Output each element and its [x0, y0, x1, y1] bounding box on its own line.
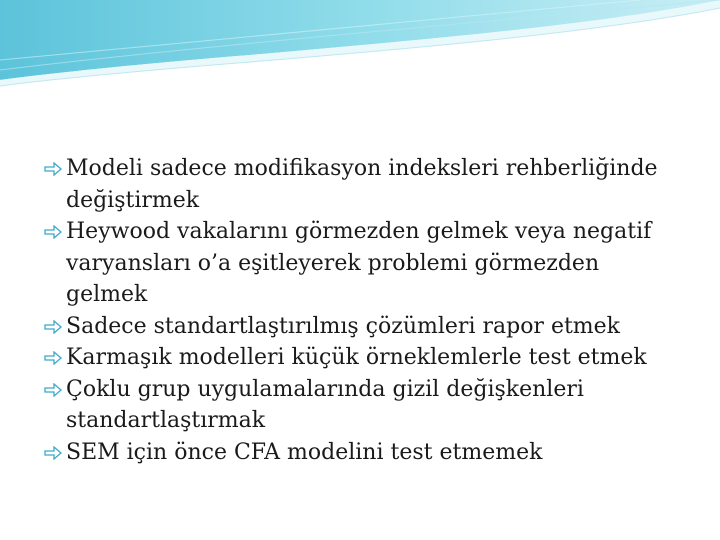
- bullet-text: Heywood vakalarını görmezden gelmek veya negatif varyansları o’a eşitleyerek problemi görmezden gelmek: [66, 219, 652, 307]
- header-wave-decoration: [0, 0, 720, 90]
- arrow-bullet-icon: [44, 446, 62, 460]
- bullet-list: [44, 153, 684, 468]
- bullet-text: SEM için önce CFA modelini test etmemek: [66, 439, 543, 465]
- list-item: [44, 311, 684, 343]
- arrow-bullet-icon: [44, 162, 62, 176]
- arrow-bullet-icon: [44, 383, 62, 397]
- list-item: [44, 437, 684, 469]
- bullet-text: Sadece standartlaştırılmış çözümleri rapor etmek: [66, 313, 621, 339]
- arrow-bullet-icon: [44, 351, 62, 365]
- bullet-text: Karmaşık modelleri küçük örneklemlerle test etmek: [66, 345, 647, 370]
- bullet-text: Modeli sadece modifikasyon indeksleri rehberliğinde değiştirmek: [66, 156, 658, 213]
- list-item: [44, 216, 684, 311]
- arrow-bullet-icon: [44, 320, 62, 334]
- arrow-bullet-icon: [44, 225, 62, 239]
- list-item: [44, 374, 684, 437]
- bullet-text: Çoklu grup uygulamalarında gizil değişkenleri standartlaştırmak: [66, 376, 584, 433]
- list-item: [44, 153, 684, 216]
- list-item: [44, 342, 684, 374]
